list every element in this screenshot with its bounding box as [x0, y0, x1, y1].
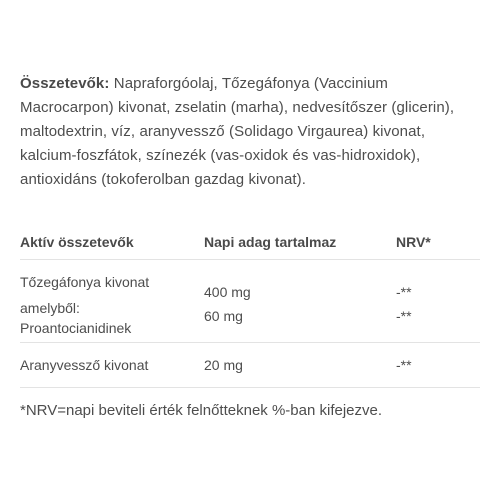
- header-nrv: NRV*: [396, 234, 431, 250]
- ingredient-amount: 400 mg: [204, 284, 251, 300]
- ingredient-name: Aranyvessző kivonat: [20, 357, 149, 373]
- table-header-row: [20, 226, 480, 260]
- nrv-footnote: *NRV=napi beviteli érték felnőtteknek %-ban kifejezve.: [20, 402, 383, 419]
- ingredient-nrv: -**: [396, 308, 412, 324]
- table-row: [20, 260, 480, 343]
- active-ingredients-table: [20, 226, 480, 388]
- ingredient-name: Tőzegáfonya kivonat: [20, 274, 150, 290]
- ingredient-amount: 60 mg: [204, 308, 243, 324]
- ingredients-paragraph: [20, 72, 482, 192]
- table-row: [20, 343, 480, 388]
- ingredients-label: Összetevők:: [20, 75, 110, 92]
- ingredient-nrv: -**: [396, 357, 412, 373]
- ingredient-amount: 20 mg: [204, 357, 243, 373]
- ingredients-text: Napraforgóolaj, Tőzegáfonya (Vaccinium Macrocarpon) kivonat, zselatin (marha), nedvesítőszer (glicerin), maltodextrin, víz, aranyvessző (Solidago Virgaurea) kivonat, kalcium-foszfátok, színezék (vas-oxidok és vas-hidroxidok), antioxidáns (tokoferolban gazdag kivonat).: [20, 75, 455, 188]
- ingredient-name: amelyből: Proantocianidinek: [20, 300, 132, 336]
- header-daily-dose: Napi adag tartalmaz: [204, 234, 337, 250]
- ingredient-nrv: -**: [396, 284, 412, 300]
- header-active-ingredients: Aktív összetevők: [20, 234, 134, 250]
